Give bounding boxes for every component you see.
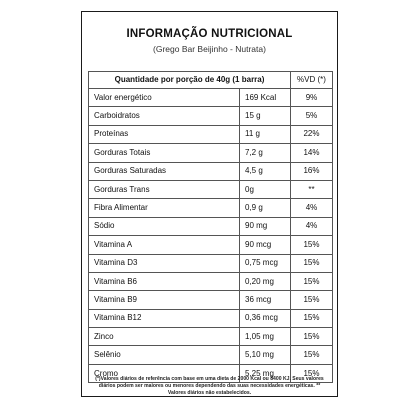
nutrient-name: Vitamina B9 — [89, 291, 240, 309]
nutrient-vd: 15% — [291, 364, 333, 382]
nutrient-vd: 14% — [291, 144, 333, 162]
nutrient-name: Vitamina A — [89, 236, 240, 254]
portion-header: Quantidade por porção de 40g (1 barra) — [89, 72, 291, 89]
table-row — [89, 107, 333, 125]
nutrient-name: Gorduras Totais — [89, 144, 240, 162]
nutrient-name: Sódio — [89, 217, 240, 235]
nutrient-name: Valor energético — [89, 89, 240, 107]
table-header-row — [89, 72, 333, 89]
nutrient-amount: 11 g — [240, 125, 291, 143]
nutrient-vd: 5% — [291, 107, 333, 125]
nutrient-vd: ** — [291, 180, 333, 198]
footnote-line: diários podem ser maiores ou menores dependendo das suas necessidades energéticas. ** — [98, 382, 321, 389]
nutrient-vd: 4% — [291, 199, 333, 217]
nutrient-name: Selênio — [89, 346, 240, 364]
label-subtitle: (Grego Bar Beijinho - Nutrata) — [153, 44, 266, 54]
nutrient-amount: 0,36 mcg — [240, 309, 291, 327]
nutrition-facts-panel — [81, 11, 338, 397]
nutrient-name: Gorduras Trans — [89, 180, 240, 198]
nutrient-name: Zinco — [89, 328, 240, 346]
table-row — [89, 217, 333, 235]
table-row — [89, 346, 333, 364]
table-row — [89, 236, 333, 254]
label-title: INFORMAÇÃO NUTRICIONAL — [126, 28, 293, 40]
nutrient-amount: 5,10 mg — [240, 346, 291, 364]
table-row — [89, 254, 333, 272]
nutrient-vd: 15% — [291, 346, 333, 364]
table-row — [89, 144, 333, 162]
nutrient-vd: 15% — [291, 328, 333, 346]
nutrient-amount: 0,75 mcg — [240, 254, 291, 272]
footnote-line: (*)Valores diários de referência com base em uma dieta de 2000 Kcal ou 8400 KJ. Seus valores — [95, 376, 324, 382]
table-row — [89, 125, 333, 143]
nutrient-name: Gorduras Saturadas — [89, 162, 240, 180]
nutrient-name: Vitamina B6 — [89, 272, 240, 290]
nutrient-vd: 15% — [291, 309, 333, 327]
table-row — [89, 272, 333, 290]
nutrient-amount: 4,5 g — [240, 162, 291, 180]
nutrient-amount: 36 mcg — [240, 291, 291, 309]
nutrient-name: Vitamina D3 — [89, 254, 240, 272]
nutrient-amount: 90 mg — [240, 217, 291, 235]
table-row — [89, 328, 333, 346]
footnote — [90, 376, 329, 397]
nutrient-vd: 15% — [291, 254, 333, 272]
nutrient-vd: 15% — [291, 291, 333, 309]
nutrient-amount: 0g — [240, 180, 291, 198]
nutrient-name: Cromo — [89, 364, 240, 382]
nutrient-amount: 5,25 mg — [240, 364, 291, 382]
vd-header: %VD (*) — [291, 72, 333, 89]
nutrition-table — [88, 71, 333, 383]
nutrient-amount: 90 mcg — [240, 236, 291, 254]
table-row — [89, 89, 333, 107]
table-row — [89, 180, 333, 198]
nutrient-amount: 169 Kcal — [240, 89, 291, 107]
nutrient-name: Fibra Alimentar — [89, 199, 240, 217]
table-row — [89, 309, 333, 327]
nutrient-vd: 16% — [291, 162, 333, 180]
table-row — [89, 291, 333, 309]
nutrient-name: Proteínas — [89, 125, 240, 143]
nutrient-amount: 1,05 mg — [240, 328, 291, 346]
table-row — [89, 199, 333, 217]
nutrient-vd: 15% — [291, 236, 333, 254]
nutrient-vd: 4% — [291, 217, 333, 235]
nutrient-amount: 7,2 g — [240, 144, 291, 162]
nutrient-vd: 15% — [291, 272, 333, 290]
nutrient-amount: 0,20 mg — [240, 272, 291, 290]
nutrient-name: Carboidratos — [89, 107, 240, 125]
nutrient-vd: 22% — [291, 125, 333, 143]
footnote-line: Valores diários não estabelecidos. — [167, 389, 252, 396]
nutrient-name: Vitamina B12 — [89, 309, 240, 327]
table-row — [89, 162, 333, 180]
nutrient-amount: 0,9 g — [240, 199, 291, 217]
nutrient-amount: 15 g — [240, 107, 291, 125]
nutrient-vd: 9% — [291, 89, 333, 107]
